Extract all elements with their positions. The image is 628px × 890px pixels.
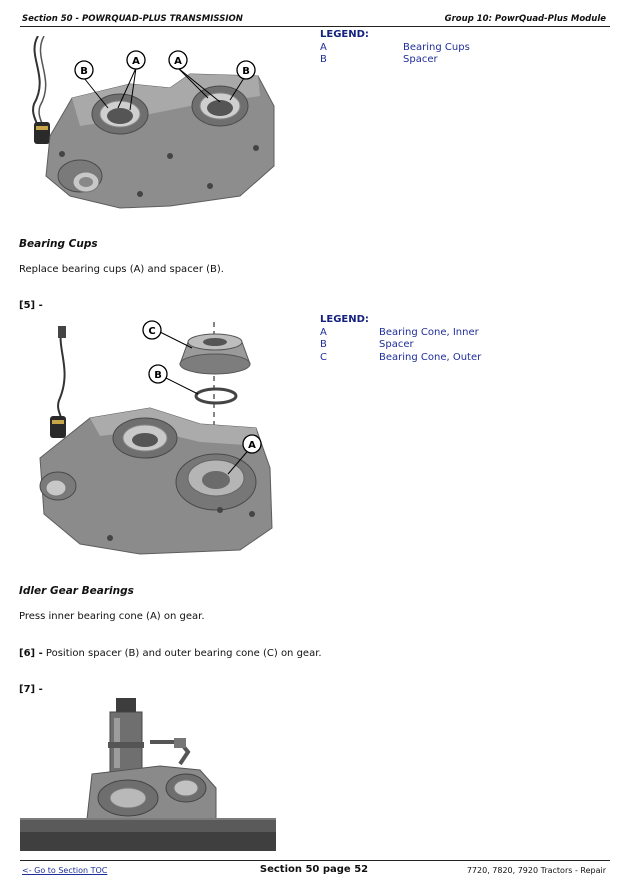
legend-value: Spacer [403,54,438,65]
legend-key: B [320,339,327,350]
heading-idler-gear-bearings: Idler Gear Bearings [19,585,134,597]
step-7-label: [7] - [19,684,43,695]
svg-text:B: B [242,66,250,77]
legend-key: C [320,351,327,363]
header-divider [20,26,610,27]
header-section-title: Section 50 - POWRQUAD-PLUS TRANSMISSION [22,14,243,24]
legend-row [320,327,560,340]
legend-key: A [320,326,327,338]
footer-manual-title: 7720, 7820, 7920 Tractors - Repair [466,866,606,875]
text-replace-bearing-cups: Replace bearing cups (A) and spacer (B). [19,264,224,275]
legend-value: Bearing Cone, Outer [379,351,482,363]
footer-page-number: Section 50 page 52 [259,864,369,875]
callout-b [149,365,167,383]
legend-key: B [320,54,327,65]
idler-gear-photo [20,318,278,560]
legend-row [320,42,540,55]
svg-text:A: A [248,440,256,451]
heading-bearing-cups: Bearing Cups [19,238,98,250]
callout-a-left [127,51,145,69]
text-press-inner-cone: Press inner bearing cone (A) on gear. [19,611,205,622]
bearing-cups-photo [20,36,278,218]
step-5-label: [5] - [19,300,43,311]
svg-text:A: A [174,56,182,67]
callout-c [143,321,161,339]
legend-figure2 [320,314,560,364]
go-to-section-toc-link[interactable]: <- Go to Section TOC [22,866,108,875]
svg-text:A: A [132,56,140,67]
svg-text:B: B [80,66,88,77]
legend-row [320,352,560,365]
legend-row [320,339,560,352]
legend-value: Bearing Cone, Inner [379,326,479,338]
legend-row [320,54,540,67]
svg-text:B: B [154,370,162,381]
legend-key: A [320,41,327,53]
legend-title: LEGEND: [320,29,369,40]
callout-a-right [169,51,187,69]
legend-value: Bearing Cups [403,41,470,53]
step-6-label: [6] - [19,648,43,659]
header-group-title: Group 10: PowrQuad-Plus Module [444,14,606,24]
step-6-text: Position spacer (B) and outer bearing cone (C) on gear. [42,648,322,659]
legend-figure1 [320,29,540,67]
callout-b-left [75,61,93,79]
legend-value: Spacer [379,339,414,350]
press-photo [20,698,276,851]
figure-press-operation [20,698,276,851]
step-6 [19,648,322,659]
footer-divider [20,860,610,861]
figure-idler-gear-bearings [20,318,278,560]
legend-title: LEGEND: [320,314,369,325]
figure-bearing-cups [20,36,278,218]
callout-a [243,435,261,453]
callout-b-right [237,61,255,79]
svg-text:C: C [148,326,156,337]
